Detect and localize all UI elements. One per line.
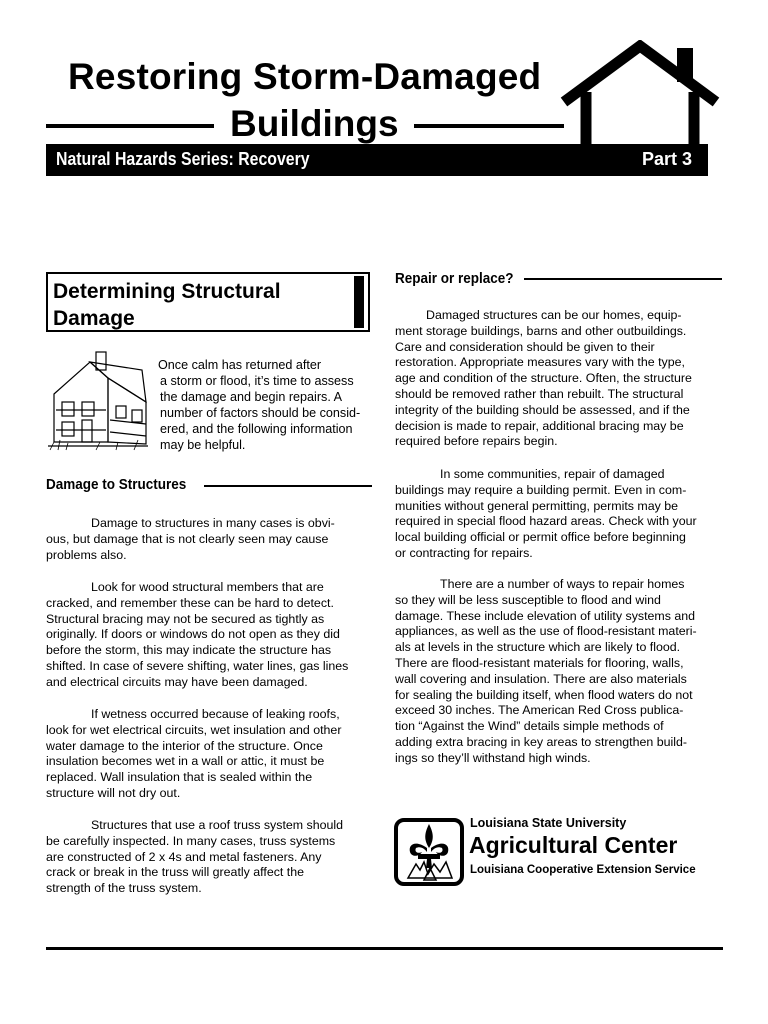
title-rule-right: [414, 124, 564, 128]
agcenter-name: Agricultural Center: [469, 832, 678, 858]
series-banner: [46, 144, 708, 176]
page-title-line2: Buildings: [230, 103, 399, 144]
right-paragraph-1: Damaged structures can be our homes, equip- ment storage buildings, barns and other outbuildings. Care and consideration should be given to their restoration. Appropriate measures vary with the type, age and condition of the structure. Often, the structure should be removed rather than rebuilt. The structural integrity of the building should be assessed, and if the decision is made to repair, additional bracing may be required before repairs begin.: [395, 308, 692, 449]
left-paragraph-1: Damage to structures in many cases is obvi- ous, but damage that is not clearly seen may cause problems also.: [46, 516, 335, 562]
subheading-damage-to-structures: Damage to Structures: [46, 476, 187, 493]
right-paragraph-2: In some communities, repair of damaged buildings may require a building permit. Even in com- munities without general permitting, permits may be required in special flood hazard areas. Check with your local building official or permit office before beginning or contracting for repairs.: [395, 467, 697, 560]
damaged-house-illustration: [46, 350, 150, 452]
bottom-rule: [46, 947, 723, 950]
section-heading: Determining Structural Damage: [53, 280, 281, 330]
extension-service-name: Louisiana Cooperative Extension Service: [470, 864, 696, 876]
right-paragraph-3: There are a number of ways to repair homes so they will be less susceptible to flood and wind damage. These include elevation of utility systems and appliances, as well as the use of flood-resistant materi- als at levels in the structure which are likely to flood. There are flood-resistant materials for flooring, walls, wall covering and insulation. There are also materials for sealing the building itself, when flood waters do not exceed 30 inches. The American Red Cross publica- tion “Against the Wind” details simple methods of adding extra bracing in key areas to strengthen build- ings so they’ll withstand high winds.: [395, 577, 697, 765]
section-heading-bar: [354, 276, 364, 328]
left-paragraph-2: Look for wood structural members that are cracked, and remember these can be hard to detect. Structural bracing may not be secured as tightly as originally. If doors or windows do not open as they did before the storm, this may indicate the structure has shifted. In case of severe shifting, water lines, gas lines and electrical circuits may have been damaged.: [46, 580, 349, 689]
subheading-rule: [524, 278, 722, 280]
university-name: Louisiana State University: [470, 816, 627, 830]
house-icon: [560, 40, 720, 148]
intro-text: Once calm has returned after a storm or flood, it’s time to assess the damage and begin repairs. A number of factors should be consid- ered, and the following information may be helpful.: [158, 358, 361, 452]
fleur-de-lis-icon: [394, 818, 464, 886]
lsu-agcenter-logo: [394, 816, 724, 888]
part-label: Part 3: [641, 149, 692, 169]
section-heading-box: [46, 272, 370, 332]
subheading-rule: [204, 485, 372, 487]
subheading-repair-or-replace: Repair or replace?: [395, 270, 514, 287]
series-name: Natural Hazards Series: Recovery: [56, 149, 310, 169]
title-rule-left: [46, 124, 214, 128]
page-title-line1: Restoring Storm-Damaged: [68, 56, 542, 97]
left-paragraph-4: Structures that use a roof truss system should be carefully inspected. In many cases, truss systems are constructed of 2 x 4s and metal fasteners. Any crack or break in the truss will greatly affect the strength of the truss system.: [46, 818, 344, 896]
left-paragraph-3: If wetness occurred because of leaking roofs, look for wet electrical circuits, wet insulation and other water damage to the interior of the structure. Once insulation becomes wet in a wall or attic, it must be replaced. Wall insulation that is sealed within the structure will not dry out.: [46, 707, 342, 800]
